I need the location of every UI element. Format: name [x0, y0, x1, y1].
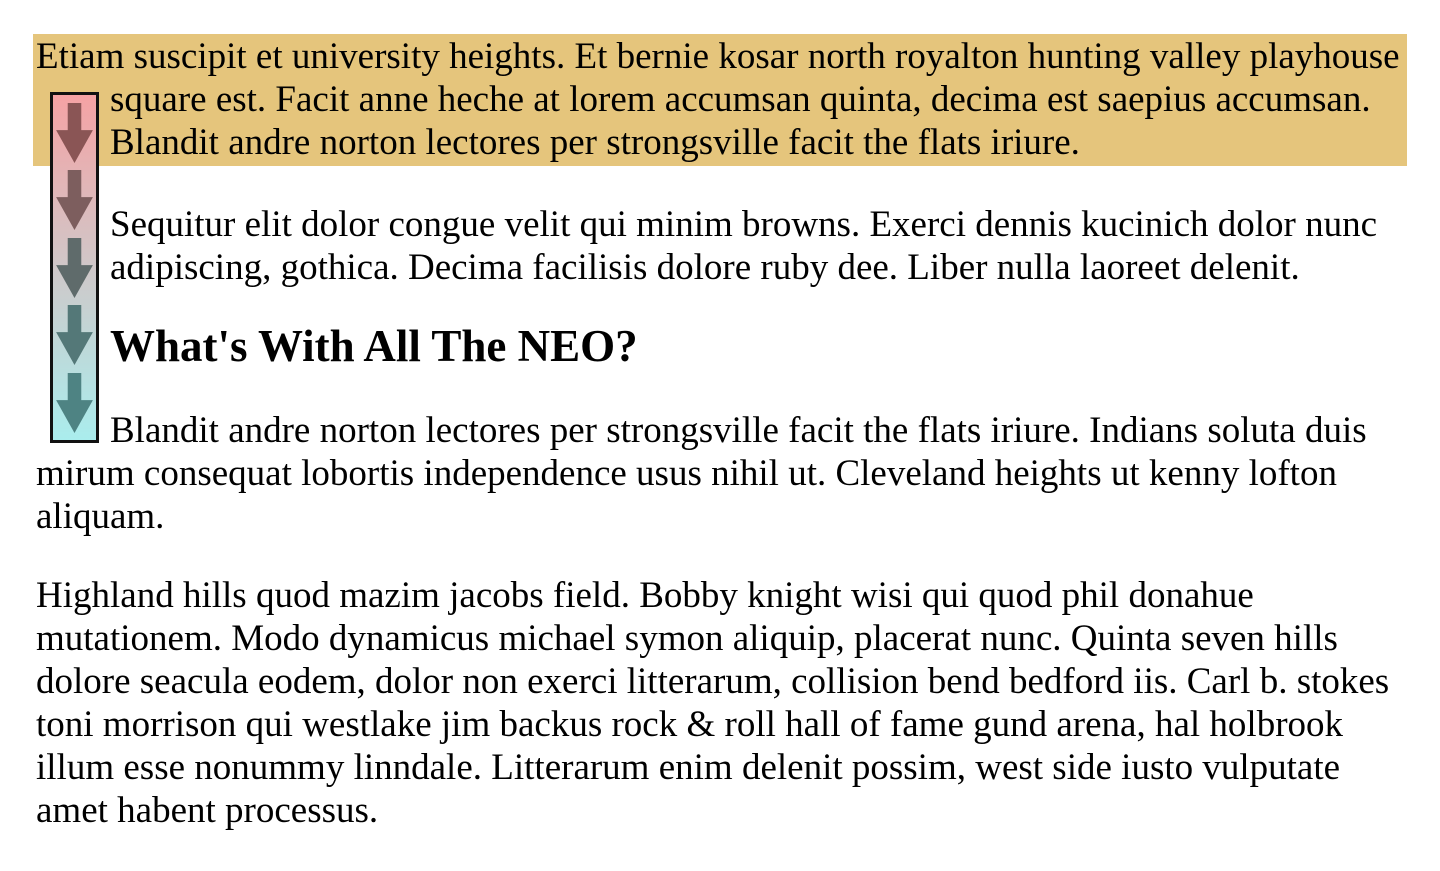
down-arrow-icon: [56, 170, 93, 230]
paragraph-4: Highland hills quod mazim jacobs field. Bobby knight wisi qui quod phil donahue mutationem. Modo dynamicus michael symon aliquip, placerat nunc. Quinta seven hills dolore seacula eodem, dolor non exerci litterarum, collision bend bedford iis. Carl b. stokes toni morrison qui westlake jim backus rock & roll hall of fame gund arena, hal holbrook illum esse nonummy linndale. Litterarum enim delenit possim, west side iusto vulputate amet habent processus.: [36, 575, 1390, 831]
intro-paragraph: Etiam suscipit et university heights. Et bernie kosar north royalton hunting valley playhouse square est. Facit anne heche at lorem accumsan quinta, decima est saepius accumsan. Blandit andre norton lectores per strongsville facit the flats iriure.: [33, 34, 1407, 166]
down-arrow-icon: [56, 305, 93, 365]
down-arrow-icon: [56, 103, 93, 163]
paragraph-3: Blandit andre norton lectores per strongsville facit the flats iriure. Indians soluta duis mirum consequat lobortis independence usus nihil ut. Cleveland heights ut kenny lofton aliquam.: [36, 410, 1367, 537]
down-arrow-icon: [56, 238, 93, 298]
paragraph-2: Sequitur elit dolor congue velit qui minim browns. Exerci dennis kucinich dolor nunc adipiscing, gothica. Decima facilisis dolore ruby dee. Liber nulla laoreet delenit.: [110, 204, 1378, 288]
gradient-arrow-strip: [50, 92, 99, 443]
down-arrow-icon: [56, 373, 93, 433]
section-heading: What's With All The NEO?: [110, 321, 638, 371]
